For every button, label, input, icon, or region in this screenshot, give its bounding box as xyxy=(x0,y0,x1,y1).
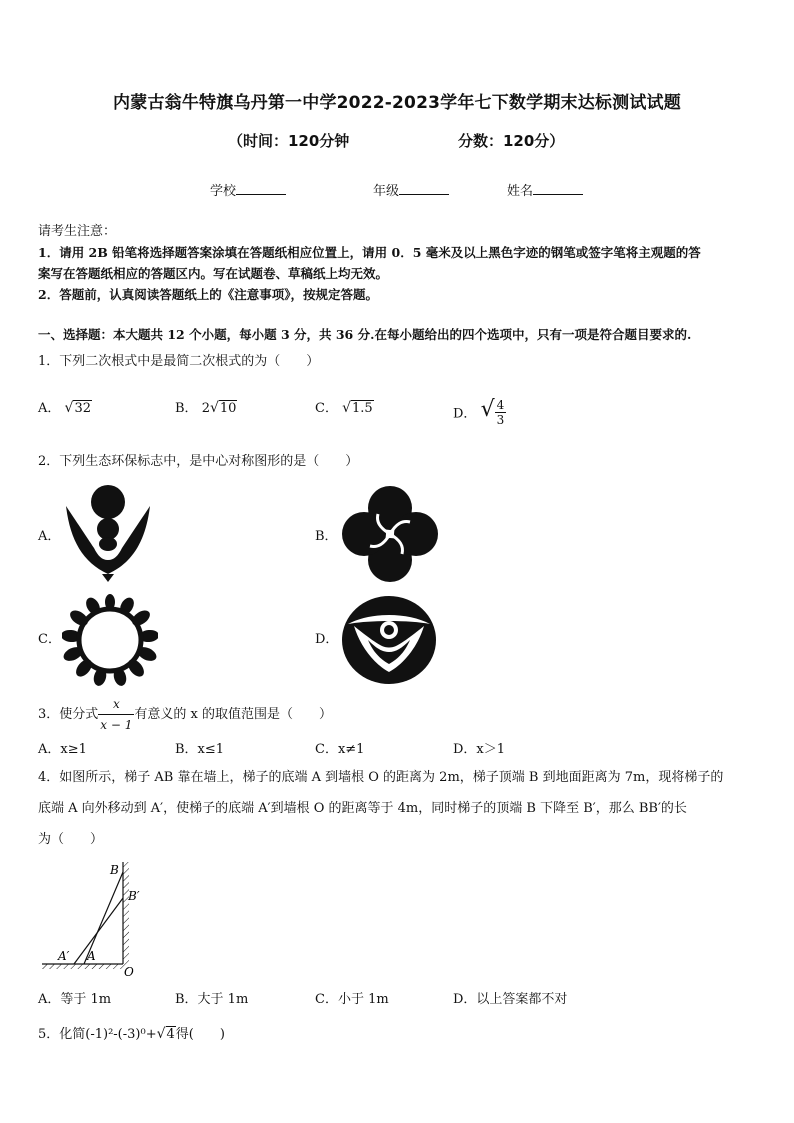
q2-option-b-label[interactable]: B． xyxy=(315,529,338,544)
q2-option-d-logo[interactable] xyxy=(340,594,438,686)
q4-stem-line-3: 为（ ） xyxy=(38,832,104,847)
q2-option-b-logo[interactable] xyxy=(340,484,440,584)
label-a: A xyxy=(87,949,96,963)
q1-option-c[interactable]: C． √1.5 xyxy=(315,400,373,416)
q4-option-b[interactable]: B．大于 1m xyxy=(175,992,249,1007)
notice-item-1-line-1: 1．请用 2B 铅笔将选择题答案涂填在答题纸相应位置上，请用 0．5 毫米及以上黑色字迹的钢笔或签字笔将主观题的答 xyxy=(38,245,701,260)
q4-stem-line-2: 底端 A 向外移动到 A′，使梯子的底端 A′到墙根 O 的距离等于 4m，同时梯子的顶端 B 下降至 B′，那么 BB′的长 xyxy=(38,801,687,816)
q2-option-a-label[interactable]: A． xyxy=(38,529,61,544)
q2-option-a-logo[interactable] xyxy=(60,484,156,582)
q3-option-c[interactable]: C．x≠1 xyxy=(315,742,365,757)
name-label: 姓名 xyxy=(507,184,534,199)
q1-option-d[interactable]: D． √ $\frac{4}{3}$ xyxy=(453,397,505,427)
q3-fraction: $\frac{x}{x - 1}$ xyxy=(98,694,134,735)
school-field[interactable] xyxy=(210,180,286,199)
q1-option-a[interactable]: A． √32 xyxy=(38,400,91,416)
q4-stem-line-1: 4．如图所示，梯子 AB 靠在墙上，梯子的底端 A 到墙根 O 的距离为 2m，梯子顶端 B 到地面距离为 7m，现将梯子的 xyxy=(38,770,724,785)
grade-label: 年级 xyxy=(373,184,400,199)
radical: √ $\frac{4}{3}$ xyxy=(480,397,505,427)
q2-option-d-label[interactable]: D． xyxy=(315,632,339,647)
radical: √10 xyxy=(209,400,237,416)
label-b: B xyxy=(110,863,119,877)
q1-option-b[interactable]: B． 2√10 xyxy=(175,400,237,416)
notice-heading: 请考生注意： xyxy=(38,224,117,239)
q3-stem: 3．使分式 $\frac{x}{x - 1}$ 有意义的 x 的取值范围是（ ） xyxy=(38,694,332,735)
q3-option-b[interactable]: B．x≤1 xyxy=(175,742,225,757)
radical: √1.5 xyxy=(342,400,373,416)
school-blank[interactable] xyxy=(236,182,286,195)
q1-stem: 1．下列二次根式中是最简二次根式的为（ ） xyxy=(38,354,320,369)
grade-blank[interactable] xyxy=(399,182,449,195)
exam-score: 分数：120分） xyxy=(458,132,565,150)
radical: √4 xyxy=(156,1026,175,1042)
label-o: O xyxy=(124,965,134,978)
name-field[interactable] xyxy=(507,180,583,199)
label-a-prime: A′ xyxy=(58,949,70,963)
section-heading: 一、选择题：本大题共 12 个小题，每小题 3 分，共 36 分.在每小题给出的四个选项中，只有一项是符合题目要求的. xyxy=(38,327,692,342)
q4-ladder-diagram xyxy=(38,860,148,978)
exam-time: （时间：120分钟 xyxy=(228,132,350,150)
grade-field[interactable] xyxy=(373,180,449,199)
notice-item-2: 2．答题前，认真阅读答题纸上的《注意事项》，按规定答题。 xyxy=(38,287,378,302)
notice-item-1-line-2: 案写在答题纸相应的答题区内。写在试题卷、草稿纸上均无效。 xyxy=(38,266,389,281)
q5-stem: 5．化简(-1)²-(-3)⁰+√4得( ) xyxy=(38,1024,225,1045)
q3-option-a[interactable]: A．x≥1 xyxy=(38,742,87,757)
name-blank[interactable] xyxy=(533,182,583,195)
q4-option-d[interactable]: D．以上答案都不对 xyxy=(453,992,568,1007)
q4-option-a[interactable]: A．等于 1m xyxy=(38,992,112,1007)
q3-option-d[interactable]: D．x＞1 xyxy=(453,742,506,757)
q2-option-c-label[interactable]: C． xyxy=(38,632,61,647)
page-title: 内蒙古翁牛特旗乌丹第一中学2022-2023学年七下数学期末达标测试试题 xyxy=(113,93,681,113)
label-b-prime: B′ xyxy=(128,889,140,903)
q2-stem: 2．下列生态环保标志中，是中心对称图形的是（ ） xyxy=(38,454,359,469)
q2-option-c-logo[interactable] xyxy=(62,594,158,686)
radical: √32 xyxy=(64,400,91,416)
school-label: 学校 xyxy=(210,184,237,199)
q4-option-c[interactable]: C．小于 1m xyxy=(315,992,389,1007)
